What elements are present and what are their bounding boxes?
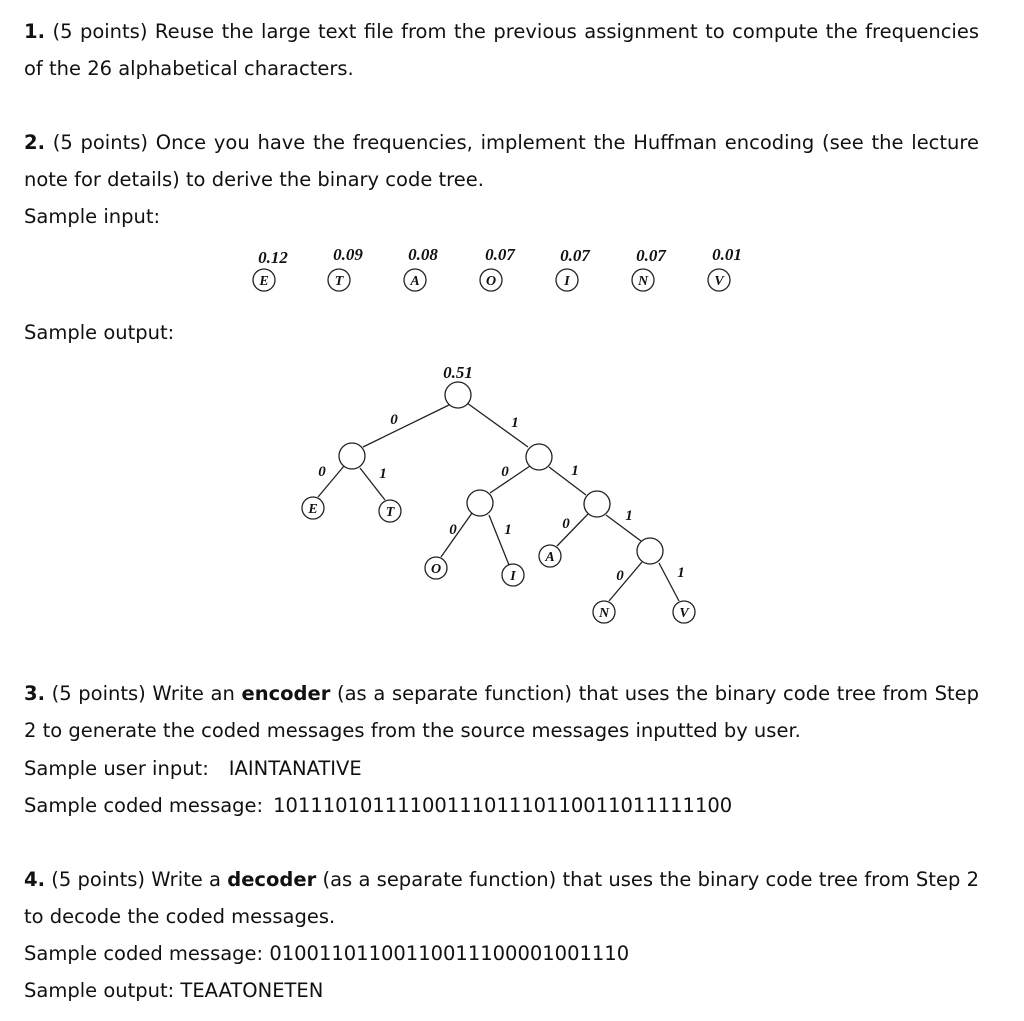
- tree-edge: [467, 403, 528, 447]
- tree-edge-label: 1: [504, 522, 512, 538]
- input-freq-o: 0.07: [485, 245, 515, 264]
- tree-edge-label: 1: [379, 466, 387, 482]
- q4-sample-coded-line: [24, 935, 979, 972]
- tree-internal-node: [584, 491, 610, 517]
- q3-sample-input-label: Sample user input:: [24, 757, 209, 780]
- question-3-text-after: (as a separate function) that uses the binary code tree from Step 2 to generate the coded messages from the source messages inputted by user.: [24, 682, 979, 742]
- question-3: [24, 675, 979, 749]
- question-3-number: 3.: [24, 682, 45, 705]
- tree-leaf-label-e: E: [308, 502, 318, 517]
- input-freq-e: 0.12: [258, 248, 288, 267]
- tree-edge-label: 1: [571, 463, 579, 479]
- input-letter-e: E: [259, 274, 269, 289]
- tree-leaf-label-t: T: [385, 505, 395, 520]
- tree-leaf-label-a: A: [545, 550, 555, 565]
- input-letter-v: V: [714, 274, 724, 289]
- q3-sample-coded-label: Sample coded message:: [24, 794, 264, 817]
- tree-internal-node: [467, 490, 493, 516]
- tree-edge-label: 0: [390, 412, 398, 428]
- q4-sample-coded-label: Sample coded message:: [24, 942, 264, 965]
- input-freq-a: 0.08: [408, 245, 438, 264]
- tree-edge-label: 0: [616, 568, 624, 584]
- tree-edge: [363, 405, 449, 447]
- input-letter-n: N: [637, 274, 649, 289]
- q3-sample-input-value: IAINTANATIVE: [228, 757, 362, 780]
- tree-edge: [490, 466, 530, 493]
- tree-edge-label: 0: [318, 464, 326, 480]
- tree-edge: [609, 562, 642, 601]
- question-1-text: (5 points) Reuse the large text file from the previous assignment to compute the frequencies of the 26 alphabetical characters.: [24, 20, 979, 80]
- tree-internal-node: [637, 538, 663, 564]
- question-1-number: 1.: [24, 20, 45, 43]
- tree-leaf-label-i: I: [510, 569, 516, 584]
- tree-internal-node: [526, 444, 552, 470]
- input-freq-t: 0.09: [333, 245, 363, 264]
- tree-edge-label: 0: [449, 522, 457, 538]
- tree-edge-label: 1: [625, 508, 633, 524]
- question-4-bold-word: decoder: [227, 868, 317, 891]
- tree-internal-node: [339, 443, 365, 469]
- tree-leaf-label-v: V: [679, 606, 689, 621]
- question-3-text-before: (5 points) Write an: [51, 682, 235, 705]
- question-2-number: 2.: [24, 131, 45, 154]
- tree-edge-label: 1: [677, 565, 685, 581]
- tree-edge-label: 1: [511, 415, 519, 431]
- tree-edge: [549, 467, 586, 495]
- tree-edge: [606, 515, 641, 541]
- q3-sample-input-line: [24, 750, 979, 787]
- q3-sample-coded-line: [24, 787, 979, 824]
- question-4-number: 4.: [24, 868, 45, 891]
- tree-leaf-label-n: N: [598, 606, 610, 621]
- tree-internal-node-root: [445, 382, 471, 408]
- input-freq-n: 0.07: [636, 246, 666, 265]
- input-letter-i: I: [564, 274, 570, 289]
- q4-sample-output-label: Sample output:: [24, 979, 175, 1002]
- tree-edge-label: 0: [501, 464, 509, 480]
- q4-sample-output-line: [24, 972, 979, 1009]
- tree-edge: [659, 563, 679, 601]
- input-letter-o: O: [485, 274, 497, 289]
- input-letter-a: A: [410, 274, 420, 289]
- tree-edge-label: 0: [562, 516, 570, 532]
- q4-sample-coded-value: 0100110110011001110000100111​0: [269, 942, 630, 965]
- question-4-text-after: (as a separate function) that uses the binary code tree from Step 2 to decode the coded messages.: [24, 868, 979, 928]
- question-4: [24, 861, 979, 935]
- tree-leaf-label-o: O: [430, 562, 442, 577]
- q4-sample-output-value: TEAATONETEN: [180, 979, 324, 1002]
- input-letter-t: T: [334, 274, 344, 289]
- q3-sample-coded-value: 1011101011110011101110110011011111100: [273, 794, 733, 817]
- input-freq-i: 0.07: [560, 246, 590, 265]
- tree-root-label: 0.51: [443, 363, 473, 382]
- sample-output-label: Sample output:: [24, 321, 175, 344]
- input-freq-v: 0.01: [712, 245, 742, 264]
- question-4-text-before: (5 points) Write a: [51, 868, 221, 891]
- sample-input-label: Sample input:: [24, 205, 161, 228]
- question-2-text: (5 points) Once you have the frequencies, implement the Huffman encoding (see the lecture note for details) to derive the binary code tree.: [24, 131, 979, 191]
- question-3-bold-word: encoder: [241, 682, 331, 705]
